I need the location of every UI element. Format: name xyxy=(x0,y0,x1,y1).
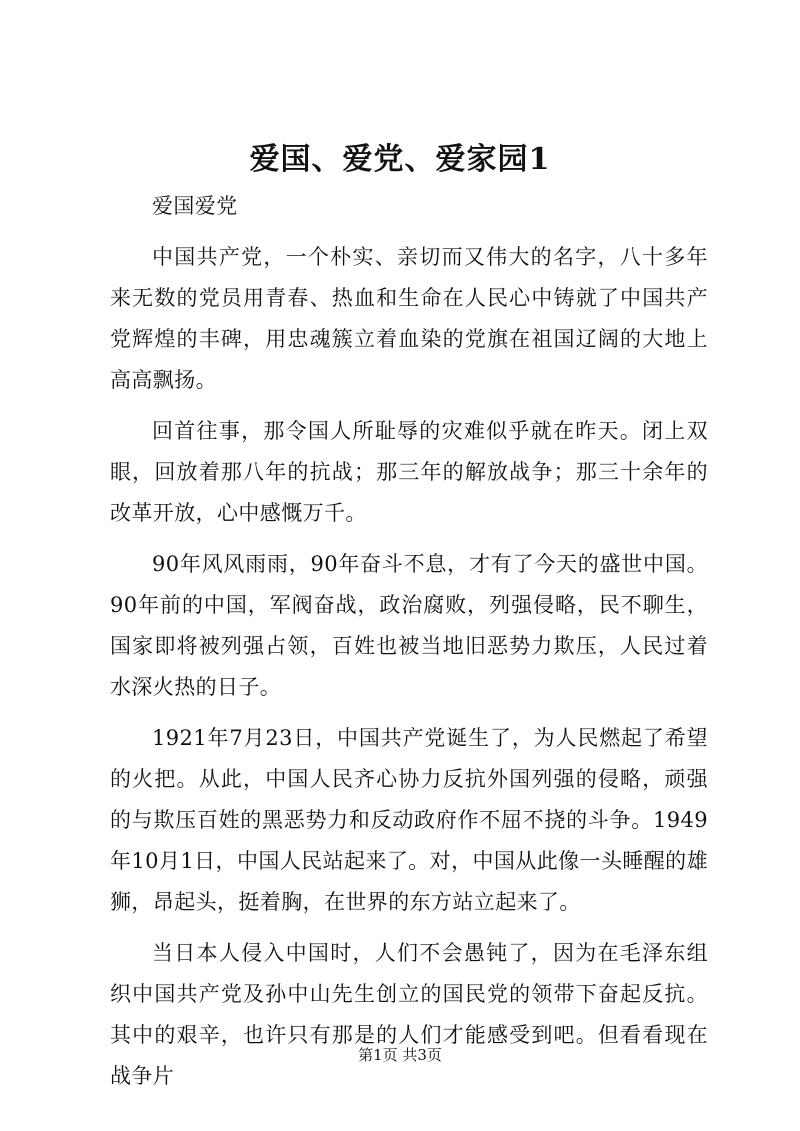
paragraph: 回首往事，那令国人所耻辱的灾难似乎就在昨天。闭上双眼，回放着那八年的抗战；那三年的解放战争；那三十余年的改革开放，心中感慨万千。 xyxy=(110,419,708,525)
page-number-footer: 第1页 共3页 xyxy=(358,1046,442,1064)
paragraph: 90年风风雨雨，90年奋斗不息，才有了今天的盛世中国。90年前的中国，军阀奋战，政治腐败，列强侵略，民不聊生，国家即将被列强占领，百姓也被当地旧恶势力欺压，人民过着水深火热的日子。 xyxy=(110,552,708,699)
document-body xyxy=(110,186,708,1107)
paragraph: 当日本人侵入中国时，人们不会愚钝了，因为在毛泽东组织中国共产党及孙中山先生创立的国民党的领带下奋起反抗。其中的艰辛，也许只有那是的人们才能感受到吧。但看看现在战争片 xyxy=(110,941,708,1088)
document-title: 爱国、爱党、爱家园1 xyxy=(249,142,551,177)
paragraph-heading: 爱国爱党 xyxy=(152,194,238,218)
paragraph: 1921年7月23日，中国共产党诞生了，为人民燃起了希望的火把。从此，中国人民齐心协力反抗外国列强的侵略，顽强的与欺压百姓的黑恶势力和反动政府作不屈不挠的斗争。1949年10月1日，中国人民站起来了。对，中国从此像一头睡醒的雄狮，昂起头，挺着胸，在世界的东方站立起来了。 xyxy=(110,726,708,914)
paragraph: 中国共产党，一个朴实、亲切而又伟大的名字，八十多年来无数的党员用青春、热血和生命在人民心中铸就了中国共产党辉煌的丰碑，用忠魂簇立着血染的党旗在祖国辽阔的大地上高高飘扬。 xyxy=(110,245,708,392)
